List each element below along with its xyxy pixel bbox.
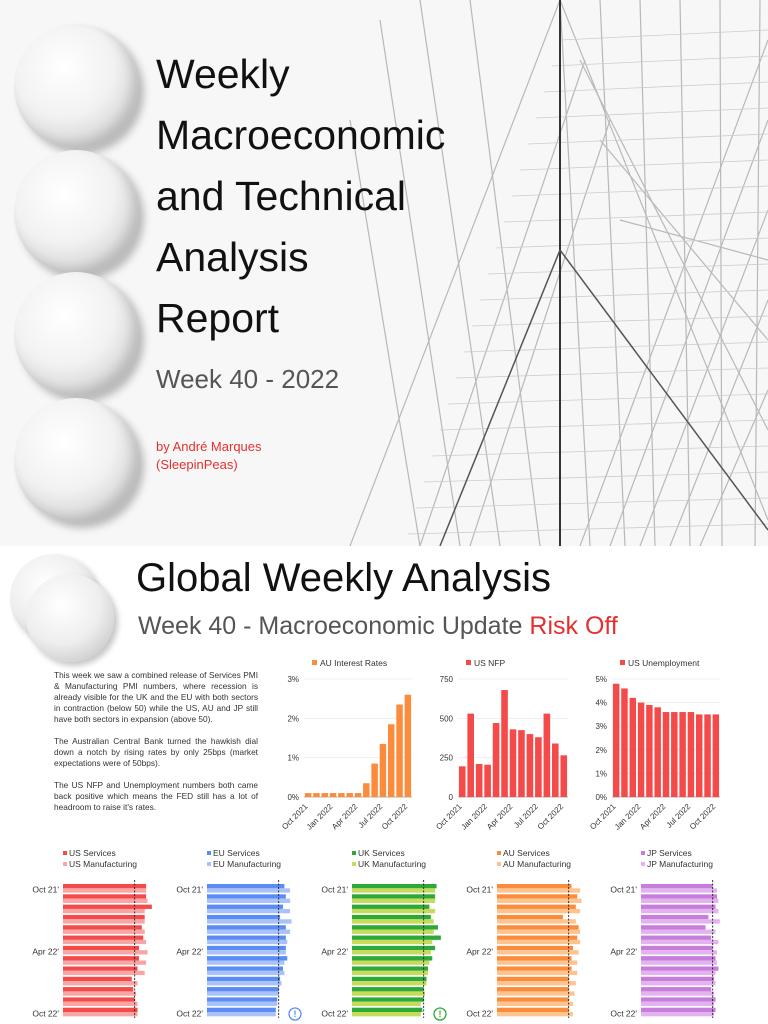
manufacturing-bar — [207, 888, 290, 892]
services-bar — [641, 946, 713, 950]
manufacturing-bar — [63, 971, 145, 975]
manufacturing-bar — [63, 919, 145, 923]
services-bar — [63, 987, 133, 991]
legend-swatch — [352, 862, 356, 866]
x-tick-label: Jan 2022 — [612, 802, 643, 832]
services-bar — [497, 936, 577, 940]
manufacturing-bar — [63, 940, 146, 944]
legend-swatch — [352, 851, 356, 855]
bar — [405, 695, 411, 797]
bar — [688, 712, 694, 797]
services-bar — [207, 1008, 276, 1012]
y-tick-label: 2% — [287, 714, 299, 724]
legend-swatch — [207, 862, 211, 866]
manufacturing-bar — [497, 950, 579, 954]
legend-label: AU Services — [503, 848, 550, 858]
y-tick-label: 0 — [448, 793, 453, 802]
services-bar — [641, 894, 717, 898]
x-tick-label: Oct 2022 — [379, 802, 410, 832]
y-tick-label: 1% — [287, 753, 299, 763]
manufacturing-bar — [641, 950, 717, 954]
services-bar — [207, 894, 286, 898]
manufacturing-bar — [497, 991, 574, 995]
manufacturing-bar — [641, 930, 716, 934]
analysis-page — [0, 546, 768, 1024]
x-tick-label: Jan 2022 — [304, 802, 335, 832]
y-tick-label: 3% — [595, 722, 607, 732]
services-bar — [63, 946, 139, 950]
y-tick-label: Oct 21' — [176, 884, 203, 895]
manufacturing-bar — [63, 981, 138, 985]
bar — [338, 793, 344, 797]
bar — [663, 712, 669, 797]
legend-label: UK Manufacturing — [358, 859, 427, 869]
bar — [527, 734, 534, 797]
services-bar — [207, 997, 277, 1001]
legend-label: US NFP — [474, 658, 506, 668]
bar — [363, 783, 369, 797]
bar — [355, 793, 361, 797]
y-tick-label: 1% — [595, 769, 607, 779]
x-tick-label: Oct 2022 — [535, 802, 566, 832]
y-tick-label: Oct 21' — [610, 884, 637, 895]
y-tick-label: 500 — [439, 714, 453, 724]
subtitle-text: Week 40 - Macroeconomic Update — [138, 612, 523, 640]
commentary-paragraph: This week we saw a combined release of Services PMI & Manufacturing PMI numbers, where recession is already visible for the UK and the EU with both sectors in contraction (below 50) while the US, AU and JP still have both sectors in expansion (above 50). — [54, 670, 258, 724]
services-bar — [641, 987, 711, 991]
bar — [613, 684, 619, 797]
manufacturing-bar — [207, 909, 290, 913]
services-bar — [641, 977, 714, 981]
services-bar — [352, 1008, 422, 1012]
x-tick-label: Jul 2022 — [356, 802, 385, 830]
services-bar — [207, 946, 286, 950]
y-tick-label: Oct 22' — [32, 1008, 59, 1019]
services-bar — [207, 966, 283, 970]
services-bar — [352, 936, 441, 940]
x-tick-label: Oct 2021 — [588, 802, 618, 832]
legend-swatch — [63, 862, 67, 866]
bar — [518, 730, 525, 797]
bar — [713, 714, 719, 797]
y-tick-label: Oct 22' — [176, 1008, 203, 1019]
services-bar — [497, 925, 579, 929]
x-tick-label: Apr 2022 — [330, 802, 360, 832]
manufacturing-bar — [641, 991, 714, 995]
services-bar — [641, 925, 706, 929]
chart-2 — [588, 658, 720, 832]
building-line — [620, 220, 768, 260]
services-bar — [497, 946, 573, 950]
bar — [467, 714, 474, 797]
y-tick-label: 3% — [287, 675, 299, 684]
manufacturing-bar — [352, 971, 428, 975]
services-bar — [63, 977, 132, 981]
services-bar — [352, 966, 428, 970]
manufacturing-bar — [352, 888, 435, 892]
manufacturing-bar — [352, 1002, 421, 1006]
manufacturing-bar — [352, 1012, 421, 1016]
cover-title-line: Weekly — [156, 51, 290, 97]
bar — [704, 714, 710, 797]
legend-swatch — [312, 660, 317, 665]
manufacturing-bar — [641, 909, 718, 913]
manufacturing-bar — [497, 909, 580, 913]
services-bar — [63, 915, 145, 919]
services-bar — [497, 915, 563, 919]
decorative-sphere — [14, 150, 138, 274]
manufacturing-bar — [207, 981, 282, 985]
bar — [346, 793, 352, 797]
manufacturing-bar — [497, 930, 580, 934]
bar — [501, 690, 508, 797]
services-bar — [497, 997, 569, 1001]
services-bar — [63, 1008, 138, 1012]
bar — [371, 764, 377, 797]
services-bar — [207, 956, 287, 960]
services-bar — [641, 915, 708, 919]
manufacturing-bar — [352, 981, 427, 985]
legend-swatch — [620, 660, 625, 665]
legend-swatch — [207, 851, 211, 855]
services-bar — [352, 977, 427, 981]
legend-label: JP Manufacturing — [647, 859, 713, 869]
services-bar — [641, 936, 711, 940]
manufacturing-bar — [352, 930, 434, 934]
y-tick-label: Oct 21' — [321, 884, 348, 895]
manufacturing-bar — [641, 981, 716, 985]
legend-swatch — [497, 851, 501, 855]
manufacturing-bar — [641, 971, 716, 975]
services-bar — [352, 925, 438, 929]
cover-title — [156, 44, 556, 349]
services-bar — [497, 1008, 569, 1012]
alert-icon-mark: ! — [293, 1009, 297, 1020]
manufacturing-bar — [641, 1002, 714, 1006]
services-bar — [63, 956, 139, 960]
services-bar — [207, 915, 280, 919]
pmi-chart-5 — [321, 848, 446, 1020]
manufacturing-bar — [352, 899, 435, 903]
legend-label: US Services — [69, 848, 116, 858]
x-tick-label: Apr 2022 — [485, 802, 515, 832]
author-handle: (SleepinPeas) — [156, 457, 238, 472]
bar — [330, 793, 336, 797]
bar — [679, 712, 685, 797]
legend-label: US Manufacturing — [69, 859, 138, 869]
services-bar — [63, 884, 146, 888]
services-bar — [63, 894, 146, 898]
services-bar — [497, 966, 572, 970]
x-tick-label: Jul 2022 — [512, 802, 540, 830]
building-line — [600, 0, 625, 546]
manufacturing-bar — [207, 971, 284, 975]
manufacturing-bar — [352, 909, 435, 913]
manufacturing-bar — [641, 899, 718, 903]
legend-label: UK Services — [358, 848, 405, 858]
y-tick-label: 4% — [595, 698, 607, 708]
manufacturing-bar — [641, 940, 718, 944]
cover-title-line: and Technical — [156, 173, 406, 219]
legend-swatch — [497, 862, 501, 866]
manufacturing-bar — [497, 960, 577, 964]
pmi-chart-4 — [176, 848, 301, 1020]
bar — [380, 744, 386, 797]
manufacturing-bar — [63, 909, 145, 913]
manufacturing-bar — [63, 960, 146, 964]
manufacturing-bar — [352, 960, 429, 964]
bar — [696, 714, 702, 797]
services-bar — [352, 905, 429, 909]
bar — [322, 793, 328, 797]
x-tick-label: Jan 2022 — [459, 802, 490, 832]
manufacturing-bar — [641, 888, 717, 892]
building-line — [640, 0, 655, 546]
manufacturing-bar — [352, 940, 432, 944]
x-tick-label: Oct 2021 — [280, 802, 310, 832]
bar — [646, 705, 652, 797]
services-bar — [641, 905, 716, 909]
manufacturing-bar — [63, 888, 146, 892]
services-bar — [497, 905, 576, 909]
legend-label: JP Services — [647, 848, 692, 858]
bar — [396, 705, 402, 797]
cover-author — [156, 438, 262, 474]
manufacturing-bar — [352, 919, 434, 923]
y-tick-label: Oct 21' — [32, 884, 59, 895]
y-tick-label: 750 — [439, 675, 453, 684]
manufacturing-bar — [641, 1012, 714, 1016]
services-bar — [207, 987, 279, 991]
services-bar — [352, 956, 432, 960]
services-bar — [641, 956, 716, 960]
chart-1 — [434, 658, 568, 832]
y-tick-label: Apr 22' — [32, 946, 59, 957]
bar — [638, 703, 644, 797]
bar — [484, 765, 491, 797]
cover-title-line: Macroeconomic — [156, 112, 446, 158]
services-bar — [497, 956, 572, 960]
services-bar — [497, 987, 569, 991]
services-bar — [497, 894, 577, 898]
y-tick-label: Apr 22' — [176, 946, 203, 957]
cover-week: Week 40 - 2022 — [156, 364, 340, 394]
manufacturing-bar — [207, 1002, 277, 1006]
x-tick-label: Oct 2021 — [434, 802, 464, 832]
x-tick-label: Apr 2022 — [638, 802, 668, 832]
services-bar — [207, 936, 286, 940]
building-line — [640, 210, 768, 546]
x-tick-label: Jul 2022 — [664, 802, 693, 830]
alert-icon-mark: ! — [438, 1009, 442, 1020]
manufacturing-bar — [497, 1012, 573, 1016]
manufacturing-bar — [207, 960, 284, 964]
legend-swatch — [63, 851, 67, 855]
decorative-sphere — [14, 24, 138, 148]
legend-label: EU Services — [213, 848, 260, 858]
manufacturing-bar — [497, 919, 576, 923]
building-floor-line — [424, 472, 768, 482]
bar — [476, 764, 483, 797]
services-bar — [63, 905, 152, 909]
services-bar — [641, 997, 716, 1001]
y-tick-label: 0% — [595, 793, 607, 802]
manufacturing-bar — [497, 940, 580, 944]
legend-label: AU Interest Rates — [320, 658, 388, 668]
bar — [630, 698, 636, 797]
services-bar — [352, 997, 424, 1001]
services-bar — [641, 966, 718, 970]
services-bar — [63, 936, 143, 940]
pmi-chart-3 — [32, 848, 152, 1018]
legend-swatch — [641, 862, 645, 866]
services-bar — [207, 884, 284, 888]
manufacturing-bar — [207, 1012, 276, 1016]
manufacturing-bar — [63, 1012, 138, 1016]
cover-title-line: Analysis — [156, 234, 309, 280]
y-tick-label: 2% — [595, 745, 607, 755]
manufacturing-bar — [63, 1002, 138, 1006]
y-tick-label: Oct 22' — [466, 1008, 493, 1019]
bar — [388, 724, 394, 797]
services-bar — [641, 1008, 716, 1012]
legend-swatch — [641, 851, 645, 855]
bar — [544, 714, 551, 797]
risk-badge: Risk Off — [529, 612, 618, 640]
bar — [493, 723, 500, 797]
manufacturing-bar — [497, 981, 576, 985]
bar — [313, 793, 319, 797]
pmi-chart-6 — [466, 848, 581, 1018]
y-tick-label: Apr 22' — [321, 946, 348, 957]
building-line — [720, 0, 722, 546]
bar — [305, 793, 311, 797]
building-line — [560, 0, 590, 546]
legend-swatch — [466, 660, 471, 665]
services-bar — [497, 977, 569, 981]
y-tick-label: Oct 21' — [466, 884, 493, 895]
commentary-paragraph: The US NFP and Unemployment numbers both came back positive which means the FED still has a lot of headroom to raise it's rates. — [54, 780, 258, 812]
building-floor-line — [536, 108, 768, 118]
building-line — [560, 0, 768, 520]
y-tick-label: Oct 22' — [321, 1008, 348, 1019]
services-bar — [63, 966, 138, 970]
legend-label: US Unemployment — [628, 658, 700, 668]
services-bar — [207, 905, 283, 909]
bar — [671, 712, 677, 797]
bar — [621, 688, 627, 797]
x-tick-label: Oct 2022 — [687, 802, 718, 832]
manufacturing-bar — [207, 950, 286, 954]
services-bar — [641, 884, 713, 888]
y-tick-label: Apr 22' — [466, 946, 493, 957]
building-floor-line — [416, 498, 768, 508]
services-bar — [207, 977, 280, 981]
building-floor-line — [432, 446, 768, 456]
services-bar — [207, 925, 286, 929]
decorative-sphere — [14, 398, 138, 522]
bar — [535, 737, 542, 797]
manufacturing-bar — [352, 950, 431, 954]
building-floor-line — [560, 30, 768, 40]
commentary-paragraph: The Australian Central Bank turned the hawkish dial down a notch by rising rates by only 25bps (market expectations were of 50bps). — [54, 736, 258, 768]
bar — [510, 729, 517, 797]
manufacturing-bar — [207, 991, 279, 995]
y-tick-label: 5% — [595, 675, 607, 684]
services-bar — [352, 915, 431, 919]
bar — [552, 744, 559, 797]
y-tick-label: 0% — [287, 793, 299, 802]
manufacturing-bar — [641, 919, 720, 923]
services-bar — [63, 925, 142, 929]
manufacturing-bar — [207, 899, 290, 903]
services-bar — [497, 884, 572, 888]
building-floor-line — [528, 134, 768, 144]
bar — [560, 755, 567, 797]
chart-0 — [280, 658, 412, 832]
bar — [654, 707, 660, 797]
y-tick-label: Apr 22' — [610, 946, 637, 957]
cover-title-line: Report — [156, 295, 280, 341]
legend-label: AU Manufacturing — [503, 859, 572, 869]
bar — [459, 766, 466, 797]
manufacturing-bar — [63, 991, 136, 995]
services-bar — [352, 946, 435, 950]
manufacturing-bar — [497, 1002, 573, 1006]
building-line — [755, 0, 760, 546]
manufacturing-bar — [497, 971, 577, 975]
author-name: by André Marques — [156, 439, 262, 454]
y-tick-label: Oct 22' — [610, 1008, 637, 1019]
charts-area — [0, 546, 768, 1024]
services-bar — [352, 894, 435, 898]
services-bar — [63, 997, 135, 1001]
page-title: Global Weekly Analysis — [136, 556, 551, 600]
legend-label: EU Manufacturing — [213, 859, 282, 869]
manufacturing-bar — [497, 888, 580, 892]
decorative-sphere — [14, 272, 138, 396]
pmi-chart-7 — [610, 848, 720, 1018]
y-tick-label: 250 — [439, 753, 453, 763]
manufacturing-bar — [641, 960, 717, 964]
manufacturing-bar — [352, 991, 425, 995]
manufacturing-bar — [63, 930, 145, 934]
manufacturing-bar — [207, 940, 287, 944]
services-bar — [352, 987, 424, 991]
building-line — [700, 390, 768, 546]
manufacturing-bar — [207, 930, 290, 934]
